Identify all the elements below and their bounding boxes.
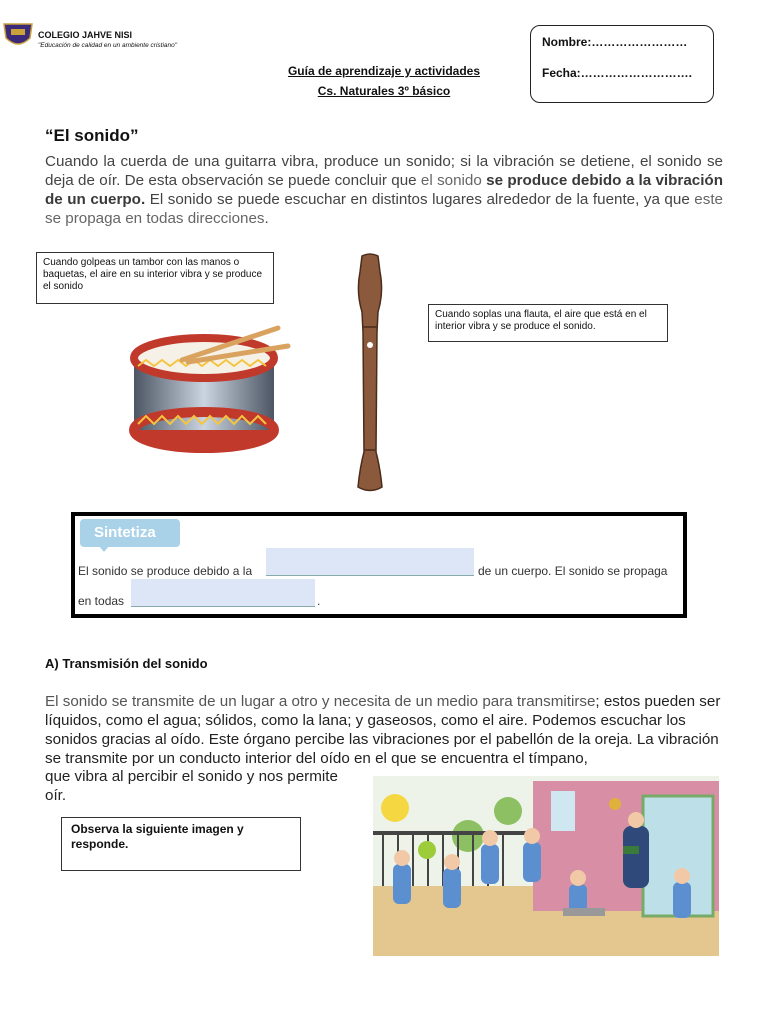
- sintetiza-text-3: en todas: [78, 594, 125, 608]
- guide-subtitle: Cs. Naturales 3º básico: [317, 84, 451, 98]
- transmision-line-1: que vibra al percibir el sonido y nos permite: [45, 768, 338, 785]
- flute-illustration: [350, 252, 390, 494]
- observa-box: Observa la siguiente imagen y responde.: [61, 817, 301, 871]
- sintetiza-text-1: El sonido se produce debido a la: [78, 564, 253, 578]
- answer-blank-2[interactable]: [131, 579, 315, 607]
- school-name: COLEGIO JAHVE NISI: [38, 30, 133, 40]
- name-field[interactable]: Nombre:……………………: [542, 35, 688, 49]
- school-logo-icon: [2, 20, 34, 50]
- sintetiza-tab-tail: [98, 545, 110, 552]
- transmision-paragraph: [45, 692, 725, 768]
- drum-note: Cuando golpeas un tambor con las manos o baquetas, el aire en su interior vibra y se produce el sonido: [36, 252, 274, 304]
- intro-highlight-1: el sonido: [420, 172, 482, 189]
- intro-text-4: .: [264, 210, 269, 227]
- sintetiza-text-2: de un cuerpo. El sonido se propaga: [478, 564, 668, 578]
- school-motto: "Educación de calidad en un ambiente cristiano": [38, 42, 178, 49]
- intro-paragraph: [45, 152, 723, 228]
- intro-text-3: El sonido se puede escuchar en distintos lugares alrededor de la fuente, ya que: [145, 191, 695, 208]
- section-title: “El sonido”: [45, 126, 139, 145]
- answer-blank-1[interactable]: [266, 548, 474, 576]
- transmision-text: ; estos pueden ser líquidos, como el agua; sólidos, como la lana; y gaseosos, como el aire. Podemos escuchar los sonidos gracias al oído. Este órgano percibe las vibraciones por el pabellón de la oreja. La vibración se transmite por un conducto interior del oído en el que se encuentra el tímpano,: [45, 693, 721, 767]
- transmision-title: A) Transmisión del sonido: [45, 656, 208, 671]
- drum-illustration: [128, 322, 298, 457]
- transmision-paragraph-end: [45, 767, 338, 805]
- date-field[interactable]: Fecha:……………………….: [542, 66, 693, 80]
- flute-note: Cuando soplas una flauta, el aire que está en el interior vibra y se produce el sonido.: [428, 304, 668, 342]
- sintetiza-text-4: .: [317, 594, 321, 608]
- transmision-line-2: oír.: [45, 787, 67, 804]
- school-scene-illustration: [373, 776, 719, 956]
- intro-bold: se produce debido a la vibración de un cuerpo.: [45, 172, 723, 208]
- sintetiza-label: Sintetiza: [94, 524, 156, 541]
- transmision-gray-text: El sonido se transmite de un lugar a otro y necesita de un medio para transmitirse: [45, 693, 596, 710]
- intro-highlight-2: este se propaga en todas direcciones: [45, 191, 724, 227]
- intro-text-1: Cuando la cuerda de una guitarra vibra, produce un sonido; si la vibración se detiene, el sonido se deja de oír. De esta observación se puede concluir que: [45, 153, 723, 189]
- guide-title: Guía de aprendizaje y actividades: [287, 64, 481, 78]
